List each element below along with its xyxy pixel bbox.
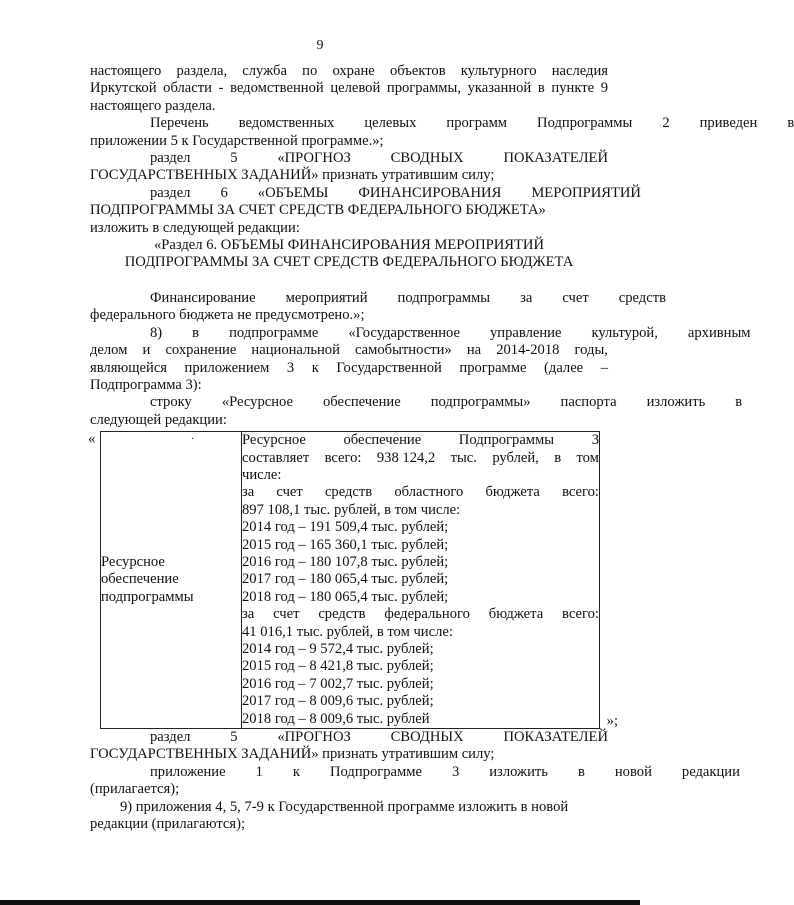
word: управление: [490, 324, 562, 341]
justified-line: [90, 324, 751, 342]
word: самобытности»: [355, 342, 452, 359]
word: за: [520, 289, 533, 306]
word: Перечень: [150, 115, 209, 132]
justified-line: [90, 80, 608, 97]
word: настоящего: [90, 63, 162, 79]
text-line: Подпрограмма 3):: [90, 376, 202, 393]
word: составляет: [242, 449, 310, 466]
cell-line: числе:: [242, 466, 282, 483]
word: в: [787, 115, 794, 132]
word: ФИНАНСИРОВАНИЯ: [358, 184, 502, 201]
word: новой: [614, 763, 652, 780]
word: сохранение: [165, 342, 237, 359]
word: программе: [459, 359, 527, 376]
word: 3: [591, 432, 599, 449]
word: Ресурсное: [242, 432, 306, 449]
word: 3: [451, 763, 460, 780]
section6-paragraph: [90, 184, 641, 237]
word: тыс.: [450, 449, 477, 466]
word: изложить: [646, 394, 706, 411]
word: культурой,: [591, 324, 658, 341]
word: приведен: [699, 115, 758, 132]
appendix1-paragraph: [90, 763, 740, 799]
word: 5: [230, 729, 238, 746]
word: обеспечение: [323, 394, 401, 411]
word: и: [142, 342, 151, 359]
word: к: [292, 763, 300, 780]
justified-line: [90, 394, 743, 411]
item9-paragraph: [90, 799, 608, 834]
text-line: ГОСУДАРСТВЕННЫХ ЗАДАНИЙ» признать утратившим силу;: [90, 167, 495, 184]
word: средств: [324, 484, 373, 501]
word: СВОДНЫХ: [390, 150, 464, 167]
word: в: [735, 394, 743, 411]
word: приложением: [184, 359, 270, 376]
cell-line: [242, 450, 599, 467]
justified-line: [90, 184, 641, 202]
word: ПОКАЗАТЕЛЕЙ: [503, 729, 608, 746]
word: (далее: [544, 359, 584, 376]
opening-quote: «: [88, 431, 96, 448]
word: являющейся: [90, 359, 168, 376]
word: в: [577, 763, 585, 780]
document-body: [88, 63, 794, 833]
cell-line: 897 108,1 тыс. рублей, в том числе:: [242, 501, 461, 518]
row-paragraph: [90, 394, 743, 429]
word: раздел: [150, 729, 191, 746]
spacer: [90, 272, 608, 290]
word: обеспечение: [343, 432, 422, 449]
resource-label-cell: [101, 432, 242, 729]
word: пункте: [551, 80, 595, 97]
page-number: 9: [316, 38, 324, 53]
cell-line: 41 016,1 тыс. рублей, в том числе:: [242, 623, 453, 640]
cell-line: 2018 год – 8 009,6 тыс. рублей: [242, 710, 430, 727]
word: всего:: [324, 449, 362, 466]
word: средств: [318, 606, 366, 623]
word: указанной: [467, 80, 532, 97]
word: подпрограммы: [397, 289, 491, 306]
resource-label: Ресурсное обеспечение подпрограммы: [101, 553, 194, 605]
word: программ: [446, 115, 508, 132]
justified-line: [90, 763, 740, 781]
word: бюджета: [485, 484, 540, 501]
cell-line: 2017 год – 8 009,6 тыс. рублей;: [242, 693, 434, 710]
text-line: ПОДПРОГРАММЫ ЗА СЧЕТ СРЕДСТВ ФЕДЕРАЛЬНОГО БЮДЖЕТА»: [90, 202, 546, 219]
word: объектов: [389, 63, 446, 79]
resource-table-wrapper: [88, 431, 618, 729]
word: «ОБЪЕМЫ: [257, 184, 329, 201]
word: в: [537, 80, 545, 97]
word: ведомственной: [230, 80, 324, 97]
word: Финансирование: [150, 289, 256, 306]
word: том: [576, 449, 599, 466]
section-heading-line-2: ПОДПРОГРАММЫ ЗА СЧЕТ СРЕДСТВ ФЕДЕРАЛЬНОГО БЮДЖЕТА: [124, 254, 574, 271]
word: 5: [230, 150, 238, 167]
word: наследия: [551, 63, 608, 79]
word: охране: [332, 63, 375, 79]
word: СВОДНЫХ: [390, 729, 464, 746]
word: национальной: [251, 342, 340, 359]
intro-paragraph: [90, 63, 608, 115]
word: 1: [255, 763, 263, 780]
word: «Государственное: [348, 324, 460, 341]
word: за: [242, 484, 255, 501]
word: делом: [90, 342, 128, 359]
word: –: [600, 359, 608, 376]
cell-line: 2015 год – 8 421,8 тыс. рублей;: [242, 658, 434, 675]
word: 2: [662, 115, 670, 132]
closing-quote: »;: [606, 712, 618, 729]
word: Подпрограммы: [458, 432, 555, 449]
word: служба: [242, 63, 287, 79]
word: средств: [618, 289, 666, 306]
section-heading-line-1: «Раздел 6. ОБЪЕМЫ ФИНАНСИРОВАНИЯ МЕРОПРИЯТИЙ: [153, 237, 544, 254]
cell-line: [242, 606, 599, 623]
justified-line: [90, 63, 608, 80]
word: в: [192, 324, 200, 341]
justified-line: [90, 342, 608, 359]
scan-bottom-edge: [0, 900, 640, 905]
word: счет: [273, 606, 300, 623]
text-line: федерального бюджета не предусмотрено.»;: [90, 307, 365, 324]
word: области: [163, 80, 212, 97]
justified-line: [90, 150, 608, 167]
word: рублей,: [492, 449, 539, 466]
word: 8): [150, 324, 163, 341]
word: к: [311, 359, 319, 376]
word: редакции: [681, 763, 740, 780]
list-paragraph: [90, 115, 794, 150]
word: Иркутской: [90, 80, 157, 97]
word: программы,: [386, 80, 461, 97]
item8-paragraph: [90, 324, 751, 395]
word: «Ресурсное: [221, 394, 293, 411]
word: раздел: [150, 150, 191, 167]
cell-line: 2016 год – 180 107,8 тыс. рублей;: [242, 553, 449, 570]
word: паспорта: [560, 394, 617, 411]
text-line: следующей редакции:: [90, 411, 227, 428]
word: раздела,: [176, 63, 228, 79]
justified-line: [90, 289, 666, 307]
resource-value-cell: [242, 432, 600, 729]
word: за: [242, 606, 255, 623]
word: подпрограмме: [229, 324, 319, 341]
cell-line: [242, 432, 599, 449]
word: архивным: [687, 324, 751, 341]
word: 2014-2018: [496, 342, 560, 359]
word: Подпрограмме: [330, 763, 422, 780]
justified-line: [90, 360, 608, 377]
cell-line: 2018 год – 180 065,4 тыс. рублей;: [242, 588, 449, 605]
word: федерального: [384, 606, 470, 623]
word: счет: [276, 484, 303, 501]
word: 6: [220, 184, 228, 201]
word: подпрограммы»: [430, 394, 531, 411]
word: областного: [394, 484, 464, 501]
word: ведомственных: [238, 115, 335, 132]
cell-line: 2017 год – 180 065,4 тыс. рублей;: [242, 571, 449, 588]
word: раздел: [150, 184, 191, 201]
section5-paragraph: [90, 150, 608, 185]
financing-paragraph: [90, 289, 666, 325]
text-line: редакции (прилагаются);: [90, 816, 246, 833]
cell-line: 2015 год – 165 360,1 тыс. рублей;: [242, 536, 449, 553]
word: в: [554, 449, 562, 466]
word: годы,: [574, 342, 608, 359]
word: ПОКАЗАТЕЛЕЙ: [503, 150, 608, 167]
text-line: ГОСУДАРСТВЕННЫХ ЗАДАНИЙ» признать утратившим силу;: [90, 746, 495, 763]
word: целевой: [330, 80, 381, 97]
word: «ПРОГНОЗ: [277, 729, 351, 746]
cell-line: 2016 год – 7 002,7 тыс. рублей;: [242, 675, 434, 692]
text-line: приложении 5 к Государственной программе.»;: [90, 132, 384, 149]
resource-table: [100, 431, 600, 729]
word: «ПРОГНОЗ: [277, 150, 351, 167]
cell-line: 2014 год – 191 509,4 тыс. рублей;: [242, 519, 449, 536]
word: 938 124,2: [376, 449, 436, 466]
text-line: настоящего раздела.: [90, 97, 216, 114]
word: Государственной: [336, 359, 442, 376]
text-line: (прилагается);: [90, 781, 180, 798]
table-row: [101, 432, 600, 729]
text-line: 9) приложения 4, 5, 7-9 к Государственной программе изложить в новой: [120, 798, 569, 815]
justified-line: [90, 729, 608, 746]
word: целевых: [364, 115, 417, 132]
scan-mark: ·: [191, 434, 195, 446]
word: всего:: [562, 484, 599, 501]
word: -: [218, 80, 224, 97]
word: приложение: [150, 763, 226, 780]
word: бюджета: [488, 606, 544, 623]
cell-line: [242, 484, 599, 501]
word: на: [466, 342, 482, 359]
word: 3: [286, 359, 295, 376]
word: Подпрограммы: [537, 115, 633, 132]
cell-line: 2014 год – 9 572,4 тыс. рублей;: [242, 641, 434, 657]
word: всего:: [562, 606, 599, 623]
after-section5-paragraph: [90, 729, 608, 764]
word: 9: [600, 80, 608, 97]
justified-line: [90, 115, 794, 132]
word: счет: [562, 289, 589, 306]
word: изложить: [489, 763, 548, 780]
word: культурного: [460, 63, 537, 79]
word: МЕРОПРИЯТИЙ: [531, 184, 641, 201]
text-line: изложить в следующей редакции:: [90, 219, 300, 236]
word: по: [302, 63, 318, 79]
word: мероприятий: [285, 289, 368, 306]
word: строку: [150, 394, 192, 411]
